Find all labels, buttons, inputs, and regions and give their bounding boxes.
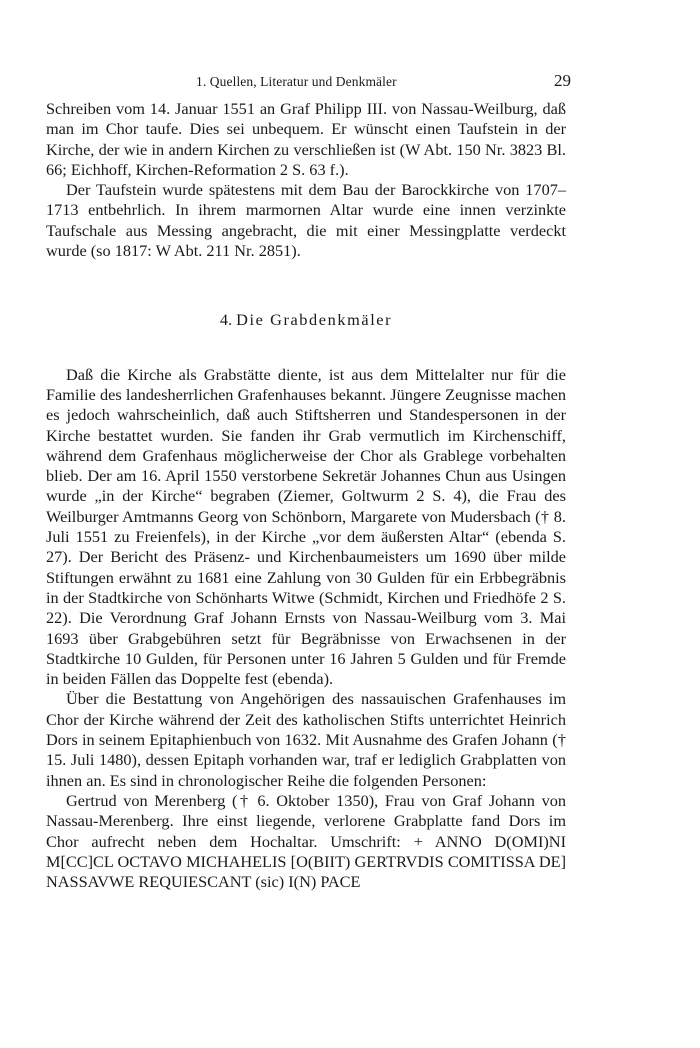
paragraph: Daß die Kirche als Grabstätte diente, ist aus dem Mittelalter nur für die Familie des landesherrlichen Grafenhauses bekannt. Jüngere Zeugnisse machen es jedoch wahrscheinlich, daß auch Stiftsherren und Standespersonen in der Kirche bestattet wurden. Sie fanden ihr Grab vermutlich im Kirchenschiff, während dem Grafenhaus möglicherweise der Chor als Grablege vorbehalten blieb. Der am 16. April 1550 verstorbene Sekretär Johannes Chun aus Usingen wurde „in der Kirche“ begraben (Ziemer, Goltwurm 2 S. 4), die Frau des Weilburger Amtmanns Georg von Schönborn, Margarete von Mudersbach († 8. Juli 1551 zu Freienfels), in der Kirche „vor dem äußersten Altar“ (ebenda S. 27). Der Bericht des Präsenz- und Kirchenbaumeisters um 1690 über milde Stiftungen erwähnt zu 1681 eine Zahlung von 30 Gulden für ein Erbbegräbnis in der Stadtkirche von Schönharts Witwe (Schmidt, Kirchen und Friedhöfe 2 S. 22). Die Verordnung Graf Johann Ernsts von Nassau-Weilburg vom 3. Mai 1693 über Grabgebühren setzt für Begräbnisse von Erwachsenen in der Stadtkirche 10 Gulden, für Personen unter 16 Jahren 5 Gulden und für Fremde in beiden Fällen das Doppelte fest (ebenda). [46, 364, 566, 689]
section-number: 4. [219, 310, 233, 330]
body-text [46, 99, 566, 892]
page-number: 29 [554, 71, 571, 90]
running-head: 1. Quellen, Literatur und Denkmäler [196, 74, 397, 89]
paragraph: Schreiben vom 14. Januar 1551 an Graf Philipp III. von Nassau-Weilburg, daß man im Chor taufe. Dies sei unbequem. Er wünscht einen Taufstein in der Kirche, der wie in andern Kirchen zu verschließen ist (W Abt. 150 Nr. 3823 Bl. 66; Eichhoff, Kirchen-Reformation 2 S. 63 f.). [46, 99, 566, 179]
paragraph: Der Taufstein wurde spätestens mit dem Bau der Barockkirche von 1707–1713 entbehrlich. In ihrem marmornen Altar wurde eine innen verzinkte Taufschale aus Messing angebracht, die mit einer Messingplatte verdeckt wurde (so 1817: W Abt. 211 Nr. 2851). [46, 180, 566, 261]
paragraph: Über die Bestattung von Angehörigen des nassauischen Grafenhauses im Chor der Kirche während der Zeit des katholischen Stifts unterrichtet Heinrich Dors in seinem Epitaphienbuch von 1632. Mit Ausnahme des Grafen Johann († 15. Juli 1480), dessen Epitaph vorhanden war, traf er lediglich Grabplatten von ihnen an. Es sind in chronologischer Reihe die folgenden Personen: [46, 689, 566, 790]
section-heading [46, 310, 566, 330]
paragraph: Gertrud von Merenberg († 6. Oktober 1350), Frau von Graf Johann von Nassau-Merenberg. Ihre einst liegende, verlorene Grabplatte fand Dors im Chor aufrecht neben dem Hochaltar. Umschrift: + ANNO D(OMI)NI M[CC]CL OCTAVO MICHAHELIS [O(BIIT) GERTRVDIS COMITISSA DE] NASSAVWE REQUIESCANT (sic) I(N) PACE [46, 790, 566, 892]
section-title: Die Grabdenkmäler [236, 310, 393, 330]
